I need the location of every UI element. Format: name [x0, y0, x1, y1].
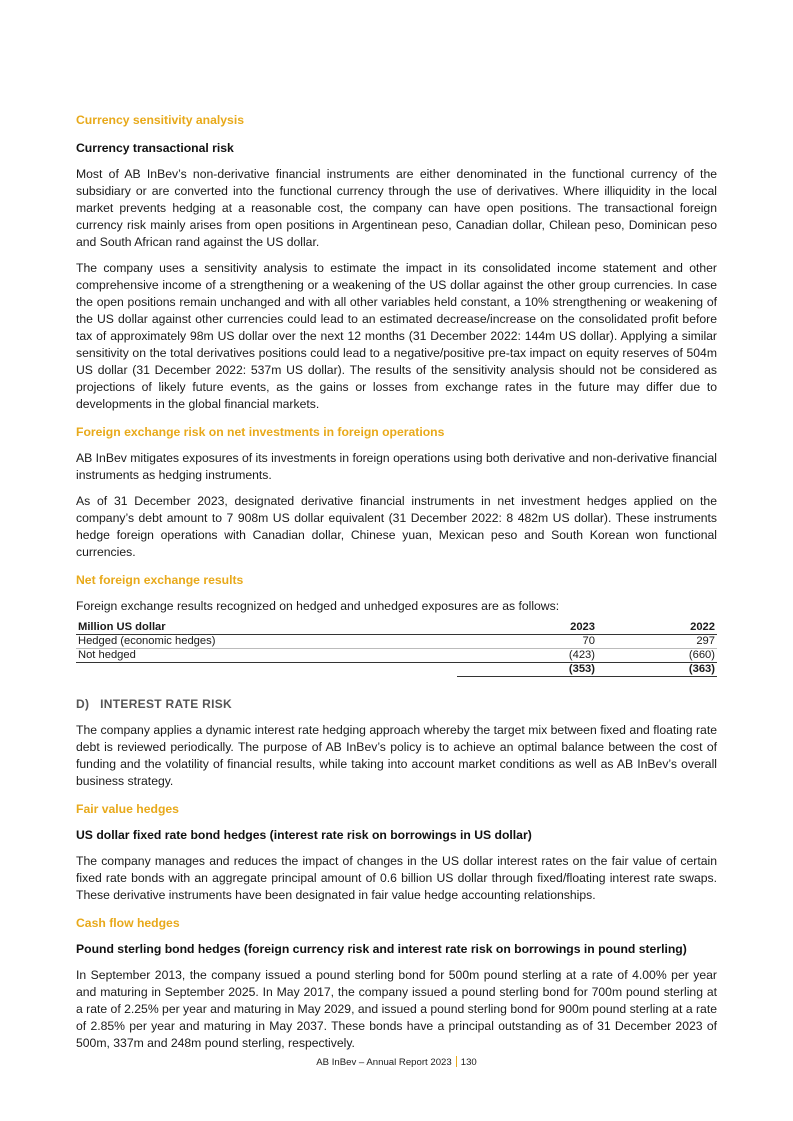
currency-sensitivity-heading: Currency sensitivity analysis: [76, 113, 245, 127]
fx-net-investments-heading: Foreign exchange risk on net investments in foreign operations: [76, 425, 445, 439]
table-header-row: [76, 621, 717, 635]
table-header-2023: 2023: [457, 621, 597, 635]
fair-value-hedges-heading: Fair value hedges: [76, 802, 179, 816]
table-total-label: [76, 663, 457, 677]
table-header-label: Million US dollar: [76, 621, 457, 635]
fx-results-table: [76, 621, 717, 677]
table-total-2023: (353): [457, 663, 597, 677]
interest-rate-risk-heading: D) INTEREST RATE RISK: [76, 697, 233, 711]
fair-value-hedges-paragraph: The company manages and reduces the impact of changes in the US dollar interest rates on the fair value of certain fixed rate bonds with an aggregate principal amount of 0.6 billion US dollar through fixed/floating interest rate swaps. These derivative instruments have been designated in fair value hedge accounting relationships.: [76, 854, 717, 902]
net-fx-results-heading: Net foreign exchange results: [76, 573, 244, 587]
currency-transactional-paragraph-1: Most of AB InBev’s non-derivative financial instruments are either denominated in the functional currency of the subsidiary or are converted into the functional currency through the use of derivatives. Where illiquidity in the local market prevents hedging at a reasonable cost, the company can have open positions. The transactional foreign currency risk mainly arises from open positions in Argentinean peso, Canadian dollar, Chilean peso, Dominican peso and South African rand against the US dollar.: [76, 167, 717, 249]
table-total-2022: (363): [597, 663, 717, 677]
fx-net-investments-paragraph-1: AB InBev mitigates exposures of its investments in foreign operations using both derivative and non-derivative financial instruments as hedging instruments.: [76, 451, 717, 482]
footer-divider: [456, 1056, 457, 1067]
table-cell-label: Hedged (economic hedges): [76, 635, 457, 649]
pound-sterling-bond-hedges-heading: Pound sterling bond hedges (foreign currency risk and interest rate risk on borrowings in pound sterling): [76, 942, 687, 956]
footer-report-title: AB InBev – Annual Report 2023: [316, 1057, 452, 1068]
table-cell-2023: (423): [457, 649, 597, 663]
page-footer: [0, 1056, 793, 1068]
table-cell-label: Not hedged: [76, 649, 457, 663]
us-dollar-bond-hedges-heading: US dollar fixed rate bond hedges (interest rate risk on borrowings in US dollar): [76, 828, 532, 842]
table-total-row: [76, 663, 717, 677]
table-row: [76, 635, 717, 649]
table-header-2022: 2022: [597, 621, 717, 635]
interest-rate-risk-paragraph: The company applies a dynamic interest rate hedging approach whereby the target mix between fixed and floating rate debt is reviewed periodically. The purpose of AB InBev’s policy is to achieve an optimal balance between the cost of funding and the volatility of financial results, while taking into account market conditions as well as AB InBev’s overall business strategy.: [76, 723, 717, 788]
table-cell-2023: 70: [457, 635, 597, 649]
table-cell-2022: 297: [597, 635, 717, 649]
page-content: [76, 112, 717, 1052]
net-fx-results-paragraph: Foreign exchange results recognized on hedged and unhedged exposures are as follows:: [76, 599, 560, 613]
page-number: 130: [460, 1057, 477, 1068]
cash-flow-hedges-paragraph: In September 2013, the company issued a pound sterling bond for 500m pound sterling at a rate of 4.00% per year and maturing in September 2025. In May 2017, the company issued a pound sterling bond for 700m pound sterling at a rate of 2.25% per year and maturing in May 2029, and issued a pound sterling bond for 900m pound sterling at a rate of 2.85% per year and maturing in May 2037. These bonds have a principal outstanding as of 31 December 2023 of 500m, 337m and 248m pound sterling, respectively.: [76, 968, 717, 1050]
table-cell-2022: (660): [597, 649, 717, 663]
currency-transactional-risk-heading: Currency transactional risk: [76, 141, 234, 155]
cash-flow-hedges-heading: Cash flow hedges: [76, 916, 180, 930]
table-row: [76, 649, 717, 663]
fx-net-investments-paragraph-2: As of 31 December 2023, designated derivative financial instruments in net investment hedges applied on the company’s debt amount to 7 908m US dollar equivalent (31 December 2022: 8 482m US dollar). These instruments hedge foreign operations with Canadian dollar, Chinese yuan, Mexican peso and South Korean won functional currencies.: [76, 494, 717, 559]
currency-transactional-paragraph-2: The company uses a sensitivity analysis to estimate the impact in its consolidated income statement and other comprehensive income of a strengthening or a weakening of the US dollar against the other group currencies. In case the open positions remain unchanged and with all other variables held constant, a 10% strengthening or weakening of the US dollar against other currencies could lead to an estimated decrease/increase on the consolidated profit before tax of approximately 98m US dollar over the next 12 months (31 December 2022: 144m US dollar). Applying a similar sensitivity on the total derivatives positions could lead to a negative/positive pre-tax impact on equity reserves of 504m US dollar (31 December 2022: 537m US dollar). The results of the sensitivity analysis should not be considered as projections of likely future events, as the gains or losses from exchange rates in the future may differ due to developments in the global financial markets.: [76, 261, 717, 411]
